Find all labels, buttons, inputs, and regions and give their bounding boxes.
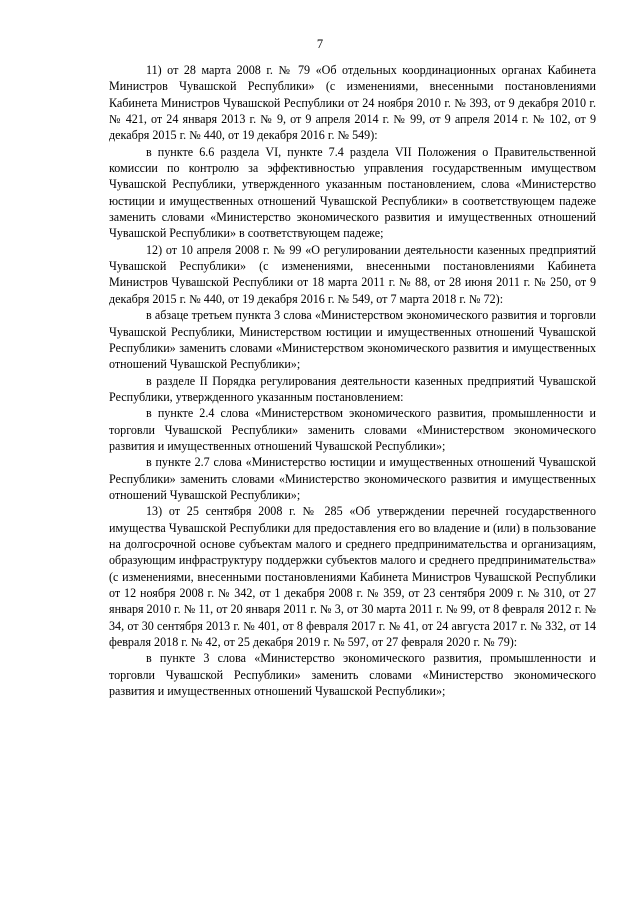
- paragraph-point-2-7: в пункте 2.7 слова «Министерство юстиции и имущественных отношений Чувашской Республики» заменить словами «Министерство экономического развития и имущественных отношений Чувашской Республики»;: [109, 455, 596, 502]
- document-body: [109, 62, 596, 699]
- paragraph-item-13: 13) от 25 сентября 2008 г. № 285 «Об утверждении перечней государственного имущества Чувашской Республики для предоставления его во владение и (или) в пользование на долгосрочной основе субъектам малого и среднего предпринимательства и организациям, образующим инфраструктуру поддержки субъектов малого и среднего предпринимательства» (с изменениями, внесенными постановлениями Кабинета Министров Чувашской Республики от 12 ноября 2008 г. № 342, от 1 декабря 2008 г. № 359, от 23 сентября 2009 г. № 310, от 27 января 2010 г. № 11, от 20 января 2011 г. № 3, от 30 марта 2011 г. № 99, от 8 февраля 2012 г. № 34, от 30 сентября 2013 г. № 401, от 8 февраля 2017 г. № 41, от 24 августа 2017 г. № 332, от 14 февраля 2018 г. № 42, от 25 декабря 2019 г. № 597, от 27 февраля 2020 г. № 79):: [109, 504, 596, 650]
- paragraph-item-11: 11) от 28 марта 2008 г. № 79 «Об отдельных координационных органах Кабинета Министров Чувашской Республики» (с изменениями, внесенными постановлениями Кабинета Министров Чувашской Республики от 24 ноября 2010 г. № 393, от 9 декабря 2010 г. № 421, от 24 января 2013 г. № 9, от 9 апреля 2014 г. № 99, от 9 апреля 2014 г. № 102, от 9 декабря 2015 г. № 440, от 19 декабря 2016 г. № 549):: [109, 63, 596, 143]
- paragraph-item-12: 12) от 10 апреля 2008 г. № 99 «О регулировании деятельности казенных предприятий Чувашской Республики» (с изменениями, внесенными постановлениями Кабинета Министров Чувашской Республики от 18 марта 2011 г. № 88, от 28 июня 2011 г. № 250, от 9 декабря 2015 г. № 440, от 19 декабря 2016 г. № 549, от 7 марта 2018 г. № 72):: [109, 242, 596, 306]
- page-number: 7: [316, 37, 324, 51]
- paragraph-amendment-point-3-final: в пункте 3 слова «Министерство экономического развития, промышленности и торговли Чувашской Республики» заменить словами «Министерство экономического развития и имущественных отношений Чувашской Республики»;: [109, 651, 596, 699]
- paragraph-amendment-commission: в пункте 6.6 раздела VI, пункте 7.4 раздела VII Положения о Правительственной комиссии по контролю за эффективностью управления государственным имуществом Чувашской Республики, утвержденного указанным постановлением, слова «Министерство юстиции и имущественных отношений Чувашской Республики» в соответствующем падеже заменить словами «Министерство экономического развития и имущественных отношений Чувашской Республики» в соответствующем падеже;: [109, 144, 596, 241]
- paragraph-amendment-point-3: в абзаце третьем пункта 3 слова «Министерством экономического развития и торговли Чувашской Республики, Министерством юстиции и имущественных отношений Чувашской Республики» заменить словами «Министерством экономического развития и имущественных отношений Чувашской Республики»;: [109, 308, 596, 372]
- paragraph-point-2-4: в пункте 2.4 слова «Министерством экономического развития, промышленности и торговли Чувашской Республики» заменить словами «Министерством экономического развития и имущественных отношений Чувашской Республики»;: [109, 406, 596, 453]
- paragraph-section-ii: в разделе II Порядка регулирования деятельности казенных предприятий Чувашской Республики, утвержденного указанным постановлением:: [109, 373, 596, 404]
